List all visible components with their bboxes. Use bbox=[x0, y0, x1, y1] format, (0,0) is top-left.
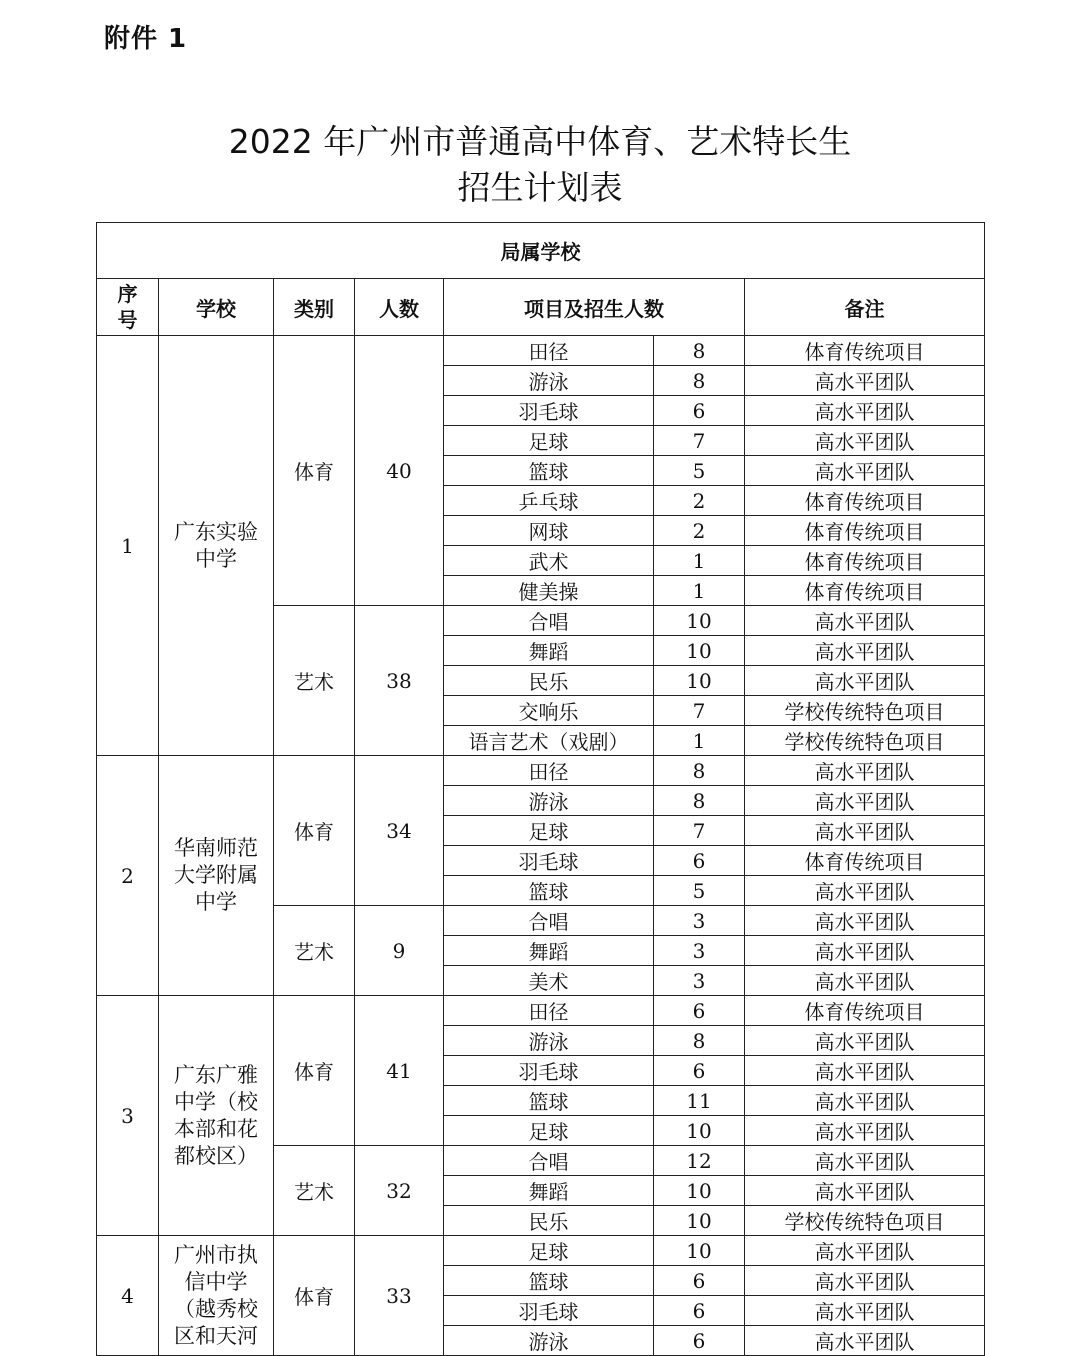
item-cell: 篮球 bbox=[444, 456, 654, 486]
item-count-cell: 10 bbox=[654, 666, 745, 696]
remark-cell: 高水平团队 bbox=[745, 1056, 985, 1086]
item-cell: 游泳 bbox=[444, 1026, 654, 1056]
category-cell: 艺术 bbox=[274, 606, 355, 756]
col-header-items: 项目及招生人数 bbox=[444, 279, 745, 336]
item-cell: 网球 bbox=[444, 516, 654, 546]
col-header-count: 人数 bbox=[355, 279, 444, 336]
item-cell: 羽毛球 bbox=[444, 846, 654, 876]
item-count-cell: 8 bbox=[654, 786, 745, 816]
item-count-cell: 5 bbox=[654, 456, 745, 486]
item-count-cell: 8 bbox=[654, 756, 745, 786]
remark-cell: 高水平团队 bbox=[745, 1116, 985, 1146]
remark-cell: 高水平团队 bbox=[745, 876, 985, 906]
item-cell: 民乐 bbox=[444, 666, 654, 696]
item-cell: 民乐 bbox=[444, 1206, 654, 1236]
remark-cell: 高水平团队 bbox=[745, 1296, 985, 1326]
category-cell: 艺术 bbox=[274, 1146, 355, 1236]
remark-cell: 体育传统项目 bbox=[745, 546, 985, 576]
remark-cell: 学校传统特色项目 bbox=[745, 726, 985, 756]
remark-cell: 高水平团队 bbox=[745, 396, 985, 426]
item-cell: 篮球 bbox=[444, 1086, 654, 1116]
item-cell: 合唱 bbox=[444, 606, 654, 636]
count-cell: 34 bbox=[355, 756, 444, 906]
item-count-cell: 3 bbox=[654, 906, 745, 936]
item-count-cell: 10 bbox=[654, 1236, 745, 1266]
school-seq: 3 bbox=[97, 996, 159, 1236]
item-count-cell: 10 bbox=[654, 636, 745, 666]
count-cell: 32 bbox=[355, 1146, 444, 1236]
remark-cell: 高水平团队 bbox=[745, 366, 985, 396]
column-header-row bbox=[97, 279, 985, 336]
item-count-cell: 10 bbox=[654, 606, 745, 636]
item-count-cell: 6 bbox=[654, 1296, 745, 1326]
remark-cell: 高水平团队 bbox=[745, 966, 985, 996]
section-header-row bbox=[97, 223, 985, 279]
table-row bbox=[97, 1236, 985, 1266]
item-cell: 羽毛球 bbox=[444, 396, 654, 426]
enrollment-plan-table bbox=[96, 222, 985, 1356]
table-row bbox=[97, 996, 985, 1026]
remark-cell: 高水平团队 bbox=[745, 816, 985, 846]
item-cell: 足球 bbox=[444, 1116, 654, 1146]
col-header-school: 学校 bbox=[159, 279, 274, 336]
remark-cell: 学校传统特色项目 bbox=[745, 1206, 985, 1236]
remark-cell: 高水平团队 bbox=[745, 1236, 985, 1266]
count-cell: 33 bbox=[355, 1236, 444, 1356]
remark-cell: 高水平团队 bbox=[745, 636, 985, 666]
item-count-cell: 6 bbox=[654, 1326, 745, 1356]
remark-cell: 高水平团队 bbox=[745, 906, 985, 936]
remark-cell: 高水平团队 bbox=[745, 666, 985, 696]
item-count-cell: 5 bbox=[654, 876, 745, 906]
item-count-cell: 3 bbox=[654, 966, 745, 996]
item-count-cell: 2 bbox=[654, 486, 745, 516]
item-count-cell: 3 bbox=[654, 936, 745, 966]
school-name bbox=[159, 1236, 274, 1356]
item-cell: 游泳 bbox=[444, 786, 654, 816]
item-cell: 游泳 bbox=[444, 366, 654, 396]
school-name bbox=[159, 756, 274, 996]
remark-cell: 高水平团队 bbox=[745, 1026, 985, 1056]
item-count-cell: 7 bbox=[654, 816, 745, 846]
item-count-cell: 10 bbox=[654, 1116, 745, 1146]
remark-cell: 高水平团队 bbox=[745, 756, 985, 786]
item-count-cell: 7 bbox=[654, 696, 745, 726]
section-header: 局属学校 bbox=[97, 223, 985, 279]
item-count-cell: 2 bbox=[654, 516, 745, 546]
count-cell: 41 bbox=[355, 996, 444, 1146]
item-count-cell: 12 bbox=[654, 1146, 745, 1176]
item-cell: 篮球 bbox=[444, 1266, 654, 1296]
item-cell: 交响乐 bbox=[444, 696, 654, 726]
remark-cell: 高水平团队 bbox=[745, 456, 985, 486]
remark-cell: 体育传统项目 bbox=[745, 336, 985, 366]
school-name bbox=[159, 996, 274, 1236]
remark-cell: 高水平团队 bbox=[745, 1266, 985, 1296]
school-name bbox=[159, 336, 274, 756]
school-name-text: 广东实验中学 bbox=[174, 519, 258, 571]
item-cell: 游泳 bbox=[444, 1326, 654, 1356]
item-cell: 田径 bbox=[444, 996, 654, 1026]
item-cell: 田径 bbox=[444, 336, 654, 366]
item-count-cell: 6 bbox=[654, 1056, 745, 1086]
item-cell: 合唱 bbox=[444, 906, 654, 936]
item-cell: 舞蹈 bbox=[444, 1176, 654, 1206]
item-count-cell: 7 bbox=[654, 426, 745, 456]
category-cell: 体育 bbox=[274, 1236, 355, 1356]
remark-cell: 体育传统项目 bbox=[745, 516, 985, 546]
category-cell: 体育 bbox=[274, 756, 355, 906]
remark-cell: 高水平团队 bbox=[745, 786, 985, 816]
item-count-cell: 11 bbox=[654, 1086, 745, 1116]
item-cell: 篮球 bbox=[444, 876, 654, 906]
item-cell: 美术 bbox=[444, 966, 654, 996]
table-row bbox=[97, 336, 985, 366]
school-name-text: 广东广雅中学（校本部和花都校区） bbox=[174, 1062, 258, 1168]
page-title: 2022 年广州市普通高中体育、艺术特长生 bbox=[228, 122, 852, 161]
remark-cell: 高水平团队 bbox=[745, 1086, 985, 1116]
item-cell: 舞蹈 bbox=[444, 636, 654, 666]
item-cell: 足球 bbox=[444, 426, 654, 456]
item-cell: 足球 bbox=[444, 816, 654, 846]
remark-cell: 体育传统项目 bbox=[745, 576, 985, 606]
item-count-cell: 6 bbox=[654, 996, 745, 1026]
col-header-category: 类别 bbox=[274, 279, 355, 336]
school-seq: 4 bbox=[97, 1236, 159, 1356]
category-cell: 艺术 bbox=[274, 906, 355, 996]
remark-cell: 高水平团队 bbox=[745, 1326, 985, 1356]
remark-cell: 高水平团队 bbox=[745, 1176, 985, 1206]
item-cell: 羽毛球 bbox=[444, 1296, 654, 1326]
item-count-cell: 8 bbox=[654, 366, 745, 396]
item-cell: 乒乓球 bbox=[444, 486, 654, 516]
item-count-cell: 6 bbox=[654, 396, 745, 426]
annex-label: 附件 1 bbox=[104, 24, 188, 54]
item-cell: 羽毛球 bbox=[444, 1056, 654, 1086]
count-cell: 40 bbox=[355, 336, 444, 606]
item-cell: 健美操 bbox=[444, 576, 654, 606]
item-cell: 语言艺术（戏剧） bbox=[444, 726, 654, 756]
remark-cell: 体育传统项目 bbox=[745, 486, 985, 516]
category-cell: 体育 bbox=[274, 996, 355, 1146]
remark-cell: 学校传统特色项目 bbox=[745, 696, 985, 726]
item-cell: 田径 bbox=[444, 756, 654, 786]
col-header-remark: 备注 bbox=[745, 279, 985, 336]
remark-cell: 体育传统项目 bbox=[745, 996, 985, 1026]
col-header-seq-label: 序号 bbox=[117, 282, 138, 332]
school-seq: 2 bbox=[97, 756, 159, 996]
page-subtitle: 招生计划表 bbox=[457, 168, 623, 207]
item-cell: 合唱 bbox=[444, 1146, 654, 1176]
school-name-text: 华南师范大学附属中学 bbox=[174, 836, 258, 914]
item-count-cell: 8 bbox=[654, 1026, 745, 1056]
item-cell: 武术 bbox=[444, 546, 654, 576]
item-count-cell: 6 bbox=[654, 846, 745, 876]
item-count-cell: 1 bbox=[654, 576, 745, 606]
remark-cell: 高水平团队 bbox=[745, 1146, 985, 1176]
remark-cell: 体育传统项目 bbox=[745, 846, 985, 876]
count-cell: 9 bbox=[355, 906, 444, 996]
remark-cell: 高水平团队 bbox=[745, 606, 985, 636]
item-cell: 舞蹈 bbox=[444, 936, 654, 966]
item-count-cell: 1 bbox=[654, 726, 745, 756]
school-seq: 1 bbox=[97, 336, 159, 756]
item-cell: 足球 bbox=[444, 1236, 654, 1266]
count-cell: 38 bbox=[355, 606, 444, 756]
remark-cell: 高水平团队 bbox=[745, 936, 985, 966]
item-count-cell: 10 bbox=[654, 1206, 745, 1236]
item-count-cell: 1 bbox=[654, 546, 745, 576]
remark-cell: 高水平团队 bbox=[745, 426, 985, 456]
category-cell: 体育 bbox=[274, 336, 355, 606]
table-row bbox=[97, 756, 985, 786]
item-count-cell: 8 bbox=[654, 336, 745, 366]
item-count-cell: 10 bbox=[654, 1176, 745, 1206]
col-header-seq bbox=[97, 279, 159, 336]
item-count-cell: 6 bbox=[654, 1266, 745, 1296]
school-name-text: 广州市执信中学（越秀校区和天河 bbox=[174, 1242, 258, 1348]
